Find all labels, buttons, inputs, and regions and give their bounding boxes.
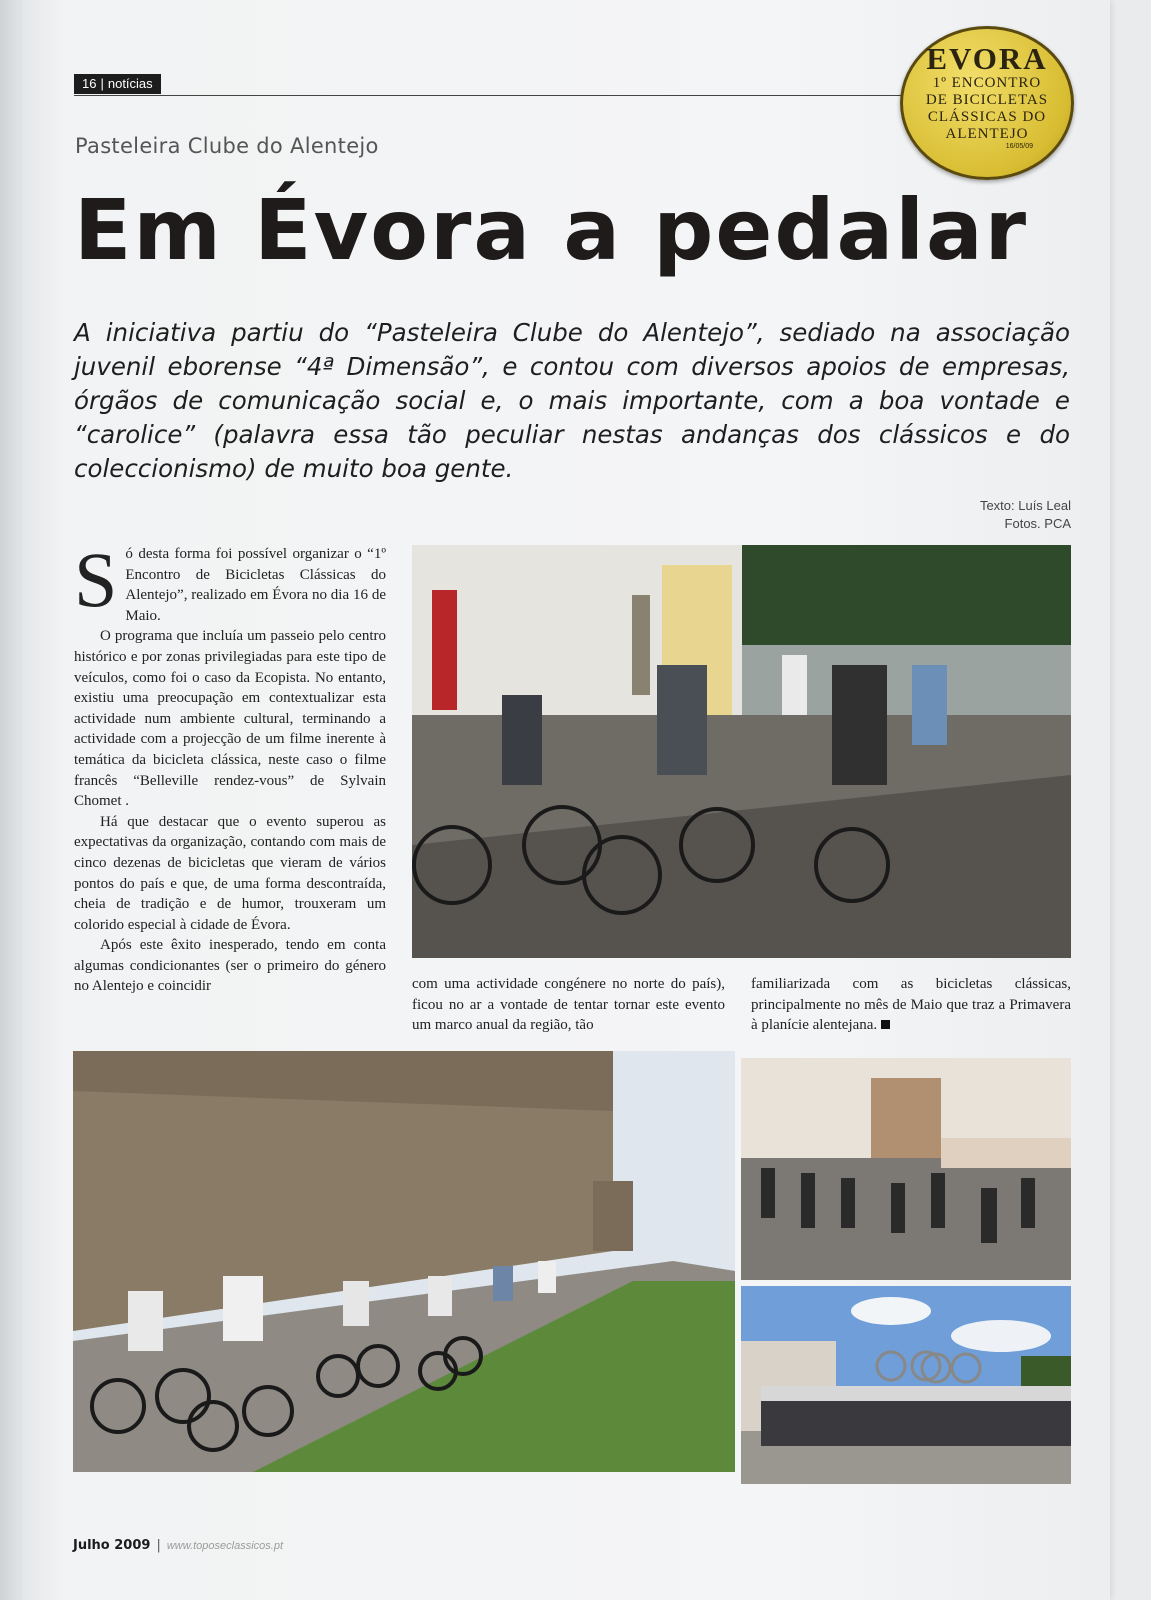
photo-town-square xyxy=(741,1058,1071,1280)
paragraph-1-text: ó desta forma foi possível organizar o “1º Encontro de Bicicletas Clássicas do Alentejo”, realizado em Évora no dia 16 de Maio. xyxy=(125,546,386,624)
photo-cyclists-city-wall xyxy=(73,1051,735,1472)
page-number: 16 xyxy=(82,76,97,91)
badge-line: 1º ENCONTRO xyxy=(932,75,1042,91)
article-headline: Em Évora a pedalar xyxy=(74,181,1029,279)
article-kicker: Pasteleira Clube do Alentejo xyxy=(75,134,379,158)
photo-credit: Fotos. PCA xyxy=(1004,516,1071,531)
article-lede: A iniciativa partiu do “Pasteleira Clube do Alentejo”, sediado na associação juvenil eborense “4ª Dimensão”, e contou com diversos apoios de empresas, órgãos de comunicação social e, o mais importante, com a boa vontade e “carolice” (palavra essa tão peculiar nestas andanças dos clássicos e do coleccionismo) de muito boa gente. xyxy=(74,318,1070,483)
paragraph-3: Há que destacar que o evento superou as expectativas da organização, contando com mais de cinco dezenas de bicicletas que vieram de vários pontos do país e que, de uma forma descontraída, cheia de tradição e de humor, trouxeram um colorido especial à cidade de Évora. xyxy=(74,813,386,933)
paragraph-4-end-text: familiarizada com as bicicletas clássicas, principalmente no mês de Maio que traz a Primavera à planície alentejana. xyxy=(751,976,1071,1034)
drop-cap: S xyxy=(74,536,118,623)
paragraph-4-end xyxy=(751,974,1071,1036)
paragraph-4-start: Após este êxito inesperado, tendo em conta algumas condicionantes (ser o primeiro do género no Alentejo e coincidir xyxy=(74,937,386,995)
paragraph-4-continued: com uma actividade congénere no norte do país), ficou no ar a vontade de tentar tornar este evento um marco anual da região, tão xyxy=(412,976,725,1034)
text-column-2 xyxy=(412,974,725,1036)
text-column-1 xyxy=(74,536,386,997)
page-tag: 16 | notícias xyxy=(74,74,161,94)
text-credit: Texto: Luís Leal xyxy=(979,498,1071,513)
issue-date: Julho 2009 xyxy=(73,1538,151,1553)
paragraph-1 xyxy=(74,536,386,626)
badge-line: ALENTEJO xyxy=(945,126,1029,142)
photo-cyclists-street xyxy=(412,545,1071,958)
badge-line: CLÁSSICAS DO xyxy=(927,109,1047,125)
badge-city: EVORA xyxy=(926,41,1048,76)
paragraph-2: O programa que incluía um passeio pelo centro histórico e por zonas privilegiadas para este tipo de veículos, como foi o caso da Ecopista. No entanto, existiu uma preocupação em contextualizar esta actividade num ambiente cultural, terminando a actividade com a projecção de um filme inerente à temática da bicicleta clássica, neste caso o filme francês “Belleville rendez-vous” de Sylvain Chomet . xyxy=(74,628,386,810)
section-label: notícias xyxy=(107,76,153,91)
header-rule xyxy=(74,95,954,96)
badge-date: 16/05/09 xyxy=(1005,143,1033,150)
magazine-spine xyxy=(0,0,22,1600)
badge-line: DE BICICLETAS xyxy=(925,92,1049,108)
website-address: www.toposeclassicos.pt xyxy=(166,1540,284,1552)
text-column-3 xyxy=(751,974,1071,1036)
page-footer: Julho 2009 | www.toposeclassicos.pt xyxy=(73,1538,284,1553)
end-mark xyxy=(881,1020,890,1029)
photo-group-sculpture xyxy=(741,1286,1071,1484)
event-badge xyxy=(900,26,1074,180)
article-credits xyxy=(980,497,1071,533)
